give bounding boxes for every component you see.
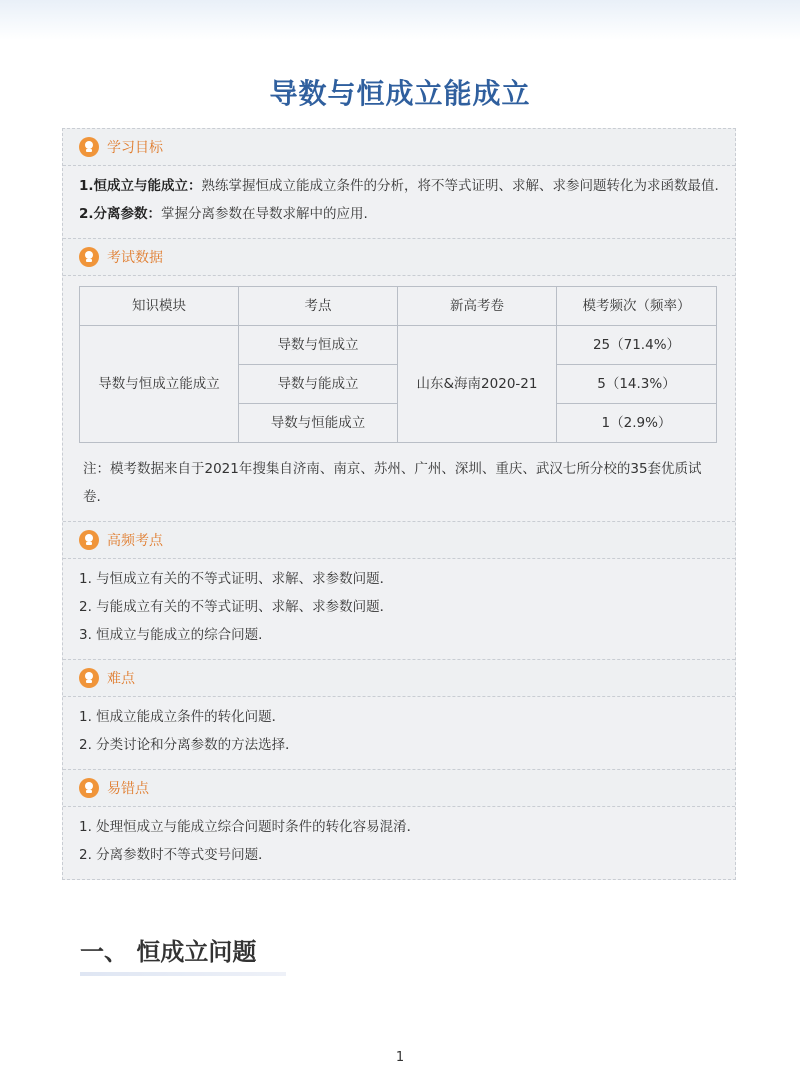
chapter-heading: 一、 恒成立问题 — [80, 938, 257, 966]
goal-label: 1.恒成立与能成立： — [79, 178, 202, 194]
list-item: 2. 分离参数时不等式变号问题． — [79, 847, 272, 863]
table-cell-freq: 5（14.3%） — [557, 365, 717, 404]
exam-data-table — [79, 286, 717, 443]
table-header-cell: 知识模块 — [80, 287, 239, 326]
table-cell-region: 山东&海南2020-21 — [398, 326, 557, 443]
table-header-cell: 模考频次（频率） — [557, 287, 717, 326]
table-header-row — [80, 287, 717, 326]
section-goals-header — [63, 129, 735, 166]
section-mistakes-header — [63, 769, 735, 807]
table-header-cell: 考点 — [239, 287, 398, 326]
section-mistakes-body — [63, 807, 735, 879]
top-band — [0, 0, 800, 40]
table-cell-freq: 25（71.4%） — [557, 326, 717, 365]
section-difficult-header — [63, 659, 735, 697]
page-number: 1 — [395, 1050, 405, 1065]
lightbulb-icon — [79, 247, 99, 267]
section-exam-body — [63, 276, 735, 521]
list-item: 2. 分类讨论和分离参数的方法选择． — [79, 737, 299, 753]
list-item: 1. 处理恒成立与能成立综合问题时条件的转化容易混淆． — [79, 819, 421, 835]
list-item: 3. 恒成立与能成立的综合问题. — [79, 627, 263, 643]
section-exam-title: 考试数据 — [107, 250, 163, 266]
goal-text: 掌握分离参数在导数求解中的应用. — [161, 206, 368, 222]
table-cell-module: 导数与恒成立能成立 — [80, 326, 239, 443]
list-item: 1. 与恒成立有关的不等式证明、求解、求参数问题． — [79, 571, 394, 587]
table-cell-point: 导数与恒成立 — [239, 326, 398, 365]
list-item: 2. 与能成立有关的不等式证明、求解、求参数问题． — [79, 599, 394, 615]
lightbulb-icon — [79, 778, 99, 798]
section-frequent-title: 高频考点 — [107, 533, 163, 549]
lightbulb-icon — [79, 137, 99, 157]
goal-label: 2.分离参数： — [79, 206, 162, 222]
section-difficult-title: 难点 — [107, 671, 135, 687]
section-difficult-body — [63, 697, 735, 769]
lightbulb-icon — [79, 668, 99, 688]
exam-note: 注：模考数据来自于2021年搜集自济南、南京、苏州、广州、深圳、重庆、武汉七所分校的35套优质试卷. — [83, 461, 702, 505]
section-mistakes-title: 易错点 — [107, 781, 149, 797]
goal-item — [79, 172, 719, 200]
lightbulb-icon — [79, 530, 99, 550]
section-goals-body — [63, 166, 735, 238]
page-title: 导数与恒成立能成立 — [269, 77, 531, 110]
section-goals-title: 学习目标 — [107, 140, 163, 156]
chapter-heading-underline — [80, 972, 286, 976]
section-frequent-body — [63, 559, 735, 659]
section-frequent-header — [63, 521, 735, 559]
list-item: 1. 恒成立能成立条件的转化问题． — [79, 709, 286, 725]
goal-item — [79, 200, 719, 228]
section-exam-header — [63, 238, 735, 276]
table-cell-freq: 1（2.9%） — [557, 404, 717, 443]
table-cell-point: 导数与恒能成立 — [239, 404, 398, 443]
goal-text: 熟练掌握恒成立能成立条件的分析，将不等式证明、求解、求参问题转化为求函数最值. — [201, 178, 719, 194]
table-header-cell: 新高考卷 — [398, 287, 557, 326]
table-row — [80, 326, 717, 365]
summary-card — [62, 128, 736, 880]
table-cell-point: 导数与能成立 — [239, 365, 398, 404]
